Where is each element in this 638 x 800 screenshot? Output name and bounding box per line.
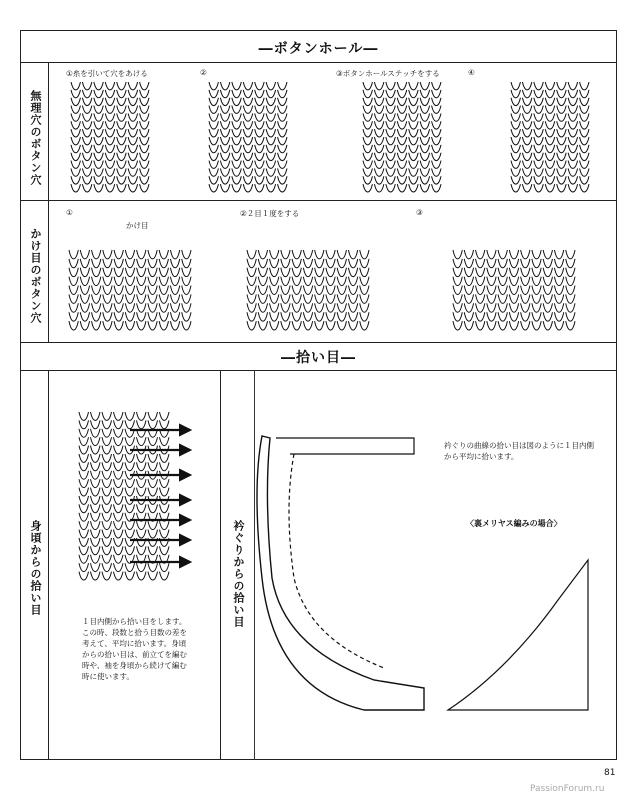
row1-swatch-1 <box>70 82 150 192</box>
row1-swatch-4 <box>510 82 590 192</box>
neck-pickup-note: 衿ぐりの曲線の拾い目は図のように１目内側 から平均に拾います。 <box>444 441 594 461</box>
section-divider <box>20 342 617 343</box>
row1-swatch-3 <box>362 82 442 192</box>
row2-step-1: ① <box>66 208 73 217</box>
row2-swatch-3 <box>452 250 576 330</box>
page-number: 81 <box>604 768 616 778</box>
header-divider-pickup <box>20 370 617 371</box>
row2-step-3: ③ <box>416 208 423 217</box>
pickup-label-divider <box>48 370 49 760</box>
row1-swatch-2 <box>208 82 288 192</box>
row1-step-1: ①糸を引いて穴をあける <box>66 69 148 78</box>
header-divider-buttonhole <box>20 62 617 63</box>
neck-pickup-label: 衿ぐりからの拾い目 <box>232 520 245 628</box>
body-pickup-note: １目内側から拾い目をします。 この時、段数と拾う目数の差を 考えて、平均に拾います。身頃 からの拾い目は、前立てを編む 時や、袖を身頃から続けて編む 時に使います。 <box>82 617 187 681</box>
label-column-divider <box>48 62 49 342</box>
row2-swatch-1 <box>68 250 192 330</box>
reverse-stockinette-swatch <box>448 560 596 710</box>
neck-label-divider <box>254 370 255 760</box>
row1-step-3: ③ボタンホールステッチをする <box>336 69 440 78</box>
watermark: PassionForum.ru <box>530 784 605 794</box>
row-divider <box>20 200 617 201</box>
neckline-swatch <box>264 418 434 718</box>
body-pickup-label: 身頃からの拾い目 <box>29 520 42 616</box>
reverse-stockinette-subheading: 〈裏メリヤス編みの場合〉 <box>466 519 562 528</box>
row2-step-2: ②２目１度をする <box>240 209 300 218</box>
row1-step-4: ④ <box>468 68 475 77</box>
pickup-column-divider <box>220 370 221 760</box>
pickup-title: ―拾い目― <box>281 350 356 366</box>
row2-label: かけ目のボタン穴 <box>29 228 42 324</box>
pickup-arrows <box>130 430 196 580</box>
buttonhole-title: ―ボタンホール― <box>258 41 379 57</box>
yarn-over-callout: かけ目 <box>126 221 149 230</box>
row1-step-2: ② <box>200 68 207 77</box>
row1-label: 無理穴のボタン穴 <box>29 90 42 186</box>
row2-swatch-2 <box>246 250 370 330</box>
